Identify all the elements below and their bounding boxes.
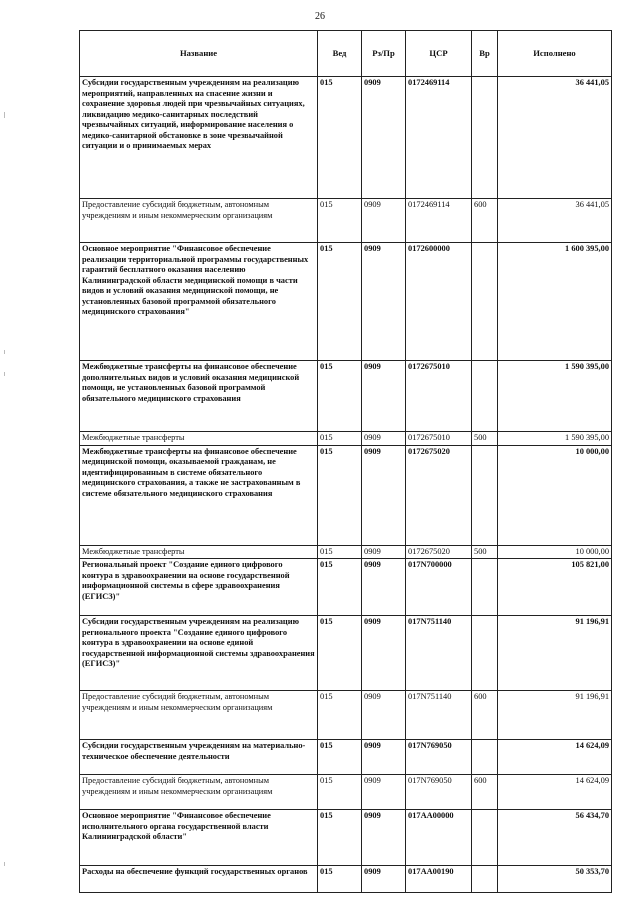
- table-row: [80, 445, 612, 545]
- row-rzpr: 0909: [362, 432, 406, 446]
- table-row: [80, 691, 612, 740]
- table-row: [80, 243, 612, 361]
- column-header-vr: Вр: [472, 31, 498, 77]
- row-rzpr: 0909: [362, 810, 406, 866]
- row-ved: 015: [318, 775, 362, 810]
- column-header-name: Название: [80, 31, 318, 77]
- column-header-csr: ЦСР: [406, 31, 472, 77]
- row-rzpr: 0909: [362, 559, 406, 616]
- budget-execution-table: [79, 30, 612, 893]
- row-vr: [472, 810, 498, 866]
- row-rzpr: 0909: [362, 545, 406, 559]
- row-name: Основное мероприятие "Финансовое обеспечение исполнительного органа государственной власти Калининградской области": [80, 810, 318, 866]
- row-name: Предоставление субсидий бюджетным, автономным учреждениям и иным некоммерческим организациям: [80, 199, 318, 243]
- table-row: [80, 740, 612, 775]
- row-ved: 015: [318, 361, 362, 432]
- row-vr: 600: [472, 775, 498, 810]
- row-vr: [472, 866, 498, 893]
- scan-margin-mark: [4, 112, 5, 118]
- row-amount: 56 434,70: [498, 810, 612, 866]
- table-row: [80, 77, 612, 199]
- row-csr: 017N769050: [406, 740, 472, 775]
- row-amount: 36 441,05: [498, 77, 612, 199]
- table-row: [80, 616, 612, 691]
- row-name: Предоставление субсидий бюджетным, автономным учреждениям и иным некоммерческим организациям: [80, 691, 318, 740]
- row-rzpr: 0909: [362, 866, 406, 893]
- row-csr: 017N769050: [406, 775, 472, 810]
- row-ved: 015: [318, 77, 362, 199]
- scan-margin-mark: [4, 862, 5, 866]
- row-vr: [472, 740, 498, 775]
- row-ved: 015: [318, 559, 362, 616]
- row-name: Межбюджетные трансферты: [80, 432, 318, 446]
- row-rzpr: 0909: [362, 199, 406, 243]
- table-row: [80, 432, 612, 446]
- column-header-amount: Исполнено: [498, 31, 612, 77]
- row-name: Основное мероприятие "Финансовое обеспечение реализации территориальной программы государственных гарантий бесплатного оказания населению Калининградской области медицинской помощи в части видов и условий оказания медицинской помощи, не установленных базовой программой обязательного медицинского страхования": [80, 243, 318, 361]
- row-rzpr: 0909: [362, 77, 406, 199]
- row-name: Субсидии государственным учреждениям на материально-техническое обеспечение деятельности: [80, 740, 318, 775]
- row-ved: 015: [318, 616, 362, 691]
- row-ved: 015: [318, 432, 362, 446]
- row-ved: 015: [318, 545, 362, 559]
- row-name: Субсидии государственным учреждениям на реализацию регионального проекта "Создание единого цифрового контура в здравоохранении на основе единой государственной информационной системы здравоохранения (ЕГИСЗ)": [80, 616, 318, 691]
- row-amount: 14 624,09: [498, 775, 612, 810]
- row-csr: 0172675020: [406, 445, 472, 545]
- column-header-rzpr: Рз/Пр: [362, 31, 406, 77]
- scan-margin-mark: [4, 372, 5, 376]
- page-number: 26: [315, 11, 325, 22]
- table-row: [80, 361, 612, 432]
- row-vr: 600: [472, 691, 498, 740]
- row-csr: 017N751140: [406, 616, 472, 691]
- row-csr: 0172675010: [406, 361, 472, 432]
- row-amount: 1 590 395,00: [498, 361, 612, 432]
- row-name: Межбюджетные трансферты на финансовое обеспечение медицинской помощи, оказываемой гражданам, не идентифицированным в системе обязательного медицинского страхования, а также не застрахованным в системе обязательного медицинского страхования: [80, 445, 318, 545]
- row-vr: [472, 77, 498, 199]
- row-vr: [472, 243, 498, 361]
- row-csr: 0172600000: [406, 243, 472, 361]
- row-amount: 1 590 395,00: [498, 432, 612, 446]
- row-vr: 600: [472, 199, 498, 243]
- row-name: Субсидии государственным учреждениям на реализацию мероприятий, направленных на спасение жизни и сохранение здоровья людей при чрезвычайных ситуациях, ликвидацию медико-санитарных последствий чрезвычайных ситуаций, информирование населения о медико-санитарной обстановке в зоне чрезвычайной ситуации и о принимаемых мерах: [80, 77, 318, 199]
- row-ved: 015: [318, 199, 362, 243]
- table-row: [80, 199, 612, 243]
- row-vr: 500: [472, 545, 498, 559]
- row-vr: 500: [472, 432, 498, 446]
- column-header-ved: Вед: [318, 31, 362, 77]
- table-row: [80, 866, 612, 893]
- row-ved: 015: [318, 810, 362, 866]
- table-row: [80, 545, 612, 559]
- row-ved: 015: [318, 691, 362, 740]
- row-csr: 017AA00000: [406, 810, 472, 866]
- row-amount: 50 353,70: [498, 866, 612, 893]
- table-body: [80, 77, 612, 893]
- row-csr: 0172675020: [406, 545, 472, 559]
- row-csr: 017N700000: [406, 559, 472, 616]
- row-csr: 0172469114: [406, 199, 472, 243]
- row-amount: 36 441,05: [498, 199, 612, 243]
- row-amount: 10 000,00: [498, 445, 612, 545]
- row-amount: 10 000,00: [498, 545, 612, 559]
- row-name: Расходы на обеспечение функций государственных органов: [80, 866, 318, 893]
- table-header-row: [80, 31, 612, 77]
- row-amount: 1 600 395,00: [498, 243, 612, 361]
- table-row: [80, 775, 612, 810]
- row-rzpr: 0909: [362, 243, 406, 361]
- row-csr: 017N751140: [406, 691, 472, 740]
- row-name: Предоставление субсидий бюджетным, автономным учреждениям и иным некоммерческим организациям: [80, 775, 318, 810]
- row-csr: 0172469114: [406, 77, 472, 199]
- row-ved: 015: [318, 243, 362, 361]
- row-rzpr: 0909: [362, 361, 406, 432]
- row-amount: 91 196,91: [498, 691, 612, 740]
- row-rzpr: 0909: [362, 691, 406, 740]
- row-rzpr: 0909: [362, 616, 406, 691]
- row-ved: 015: [318, 866, 362, 893]
- row-rzpr: 0909: [362, 775, 406, 810]
- row-amount: 14 624,09: [498, 740, 612, 775]
- table-row: [80, 810, 612, 866]
- row-ved: 015: [318, 740, 362, 775]
- row-name: Региональный проект "Создание единого цифрового контура в здравоохранении на основе государственной информационной системы в сфере здравоохранения (ЕГИСЗ)": [80, 559, 318, 616]
- row-csr: 0172675010: [406, 432, 472, 446]
- row-amount: 105 821,00: [498, 559, 612, 616]
- row-vr: [472, 445, 498, 545]
- row-name: Межбюджетные трансферты на финансовое обеспечение дополнительных видов и условий оказания медицинской помощи, не установленных базовой программой обязательного медицинского страхования: [80, 361, 318, 432]
- row-vr: [472, 559, 498, 616]
- row-vr: [472, 361, 498, 432]
- row-rzpr: 0909: [362, 740, 406, 775]
- row-vr: [472, 616, 498, 691]
- row-rzpr: 0909: [362, 445, 406, 545]
- scan-margin-mark: [4, 350, 5, 354]
- table-row: [80, 559, 612, 616]
- row-csr: 017AA00190: [406, 866, 472, 893]
- row-name: Межбюджетные трансферты: [80, 545, 318, 559]
- row-ved: 015: [318, 445, 362, 545]
- row-amount: 91 196,91: [498, 616, 612, 691]
